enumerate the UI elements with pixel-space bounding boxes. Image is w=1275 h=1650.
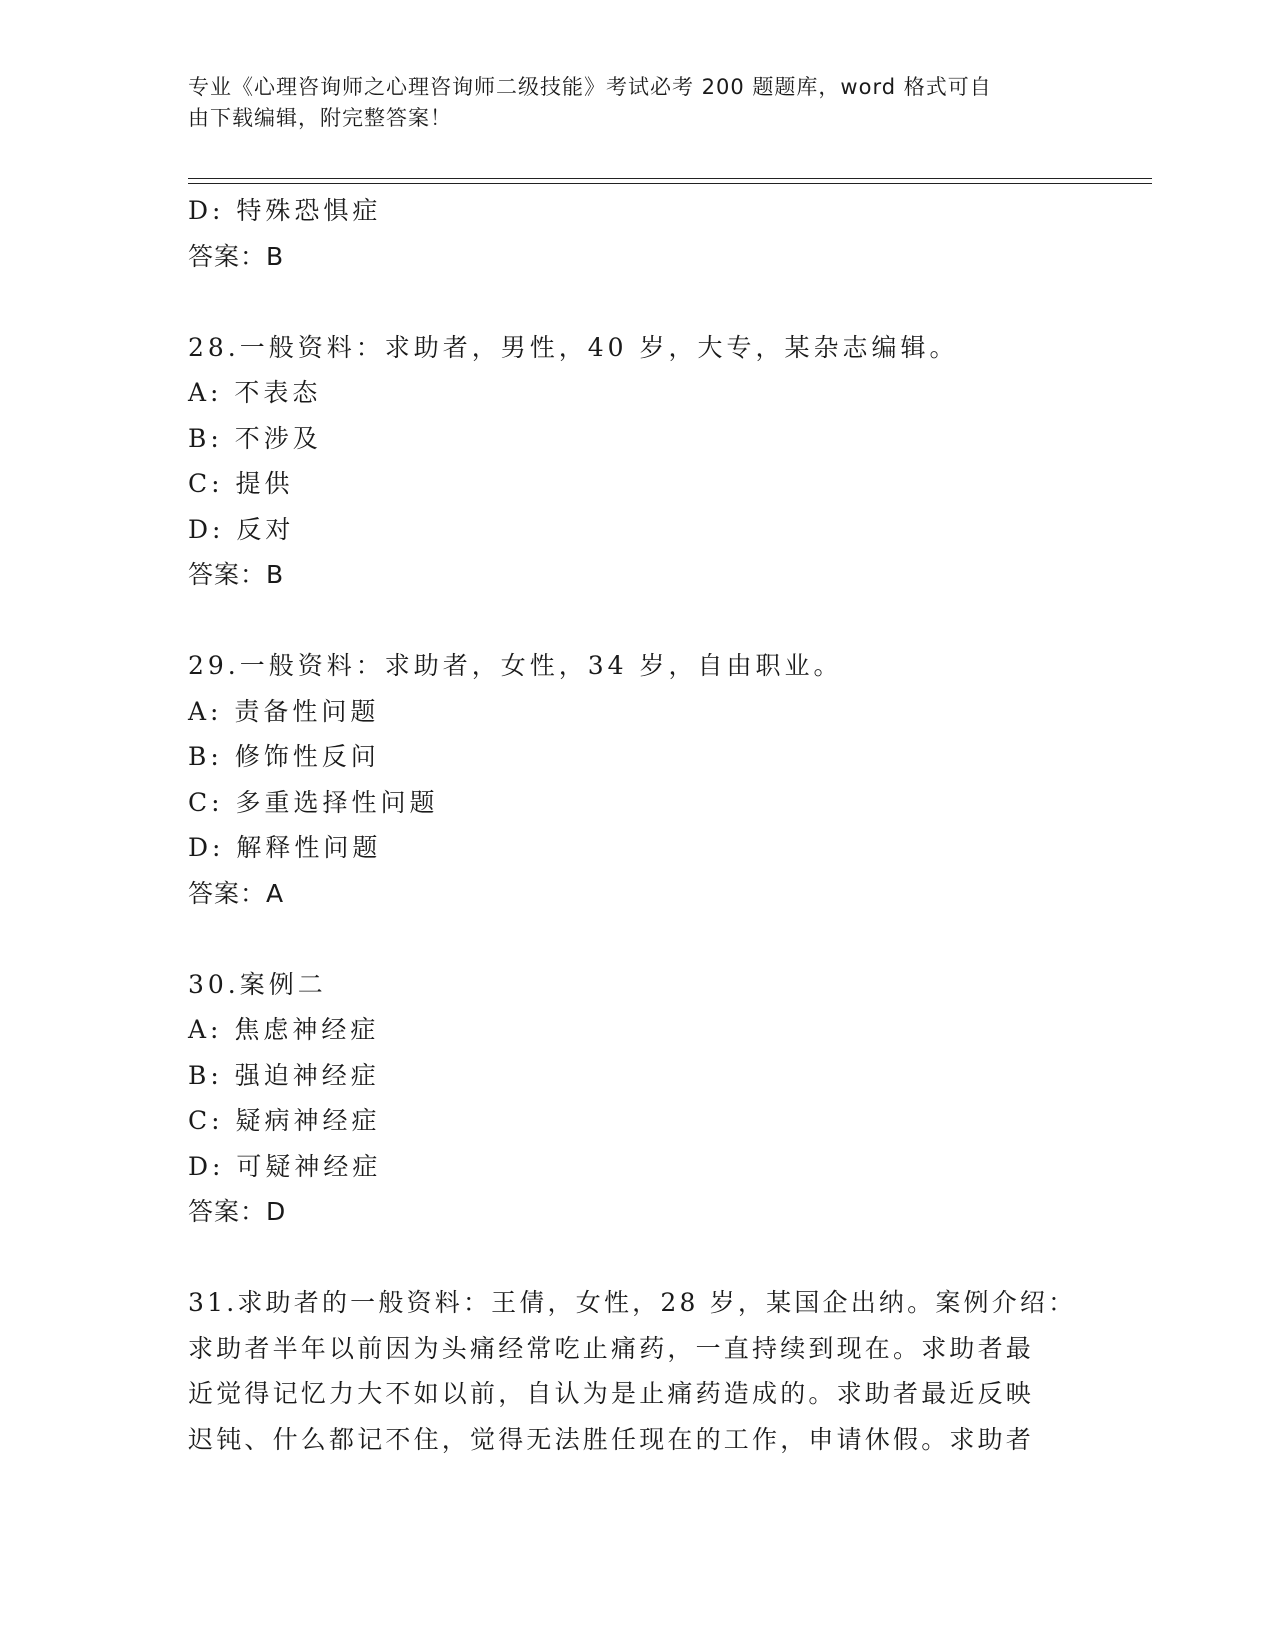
header-divider-top — [188, 178, 1152, 179]
option-c: C: 多重选择性问题 — [188, 787, 439, 817]
question-text-line: 求助者半年以前因为头痛经常吃止痛药，一直持续到现在。求助者最 — [188, 1333, 1035, 1363]
option-c: C: 提供 — [188, 469, 294, 498]
question-block-28 — [188, 325, 1068, 598]
question-text: 29.一般资料：求助者，女性，34 岁，自由职业。 — [188, 651, 843, 680]
answer: 答案：B — [188, 241, 285, 271]
spacer — [188, 279, 1068, 325]
answer: 答案：A — [188, 878, 285, 908]
question-text: 28.一般资料：求助者，男性，40 岁，大专，某杂志编辑。 — [188, 332, 959, 362]
question-block-31 — [188, 1280, 1077, 1462]
answer: 答案：B — [188, 560, 285, 589]
answer: 答案：D — [188, 1197, 287, 1226]
header-line-2: 由下载编辑，附完整答案！ — [188, 106, 452, 130]
spacer — [188, 598, 1068, 644]
option-d: D: 反对 — [188, 514, 295, 544]
document-header — [188, 72, 1068, 134]
spacer — [188, 1235, 1068, 1281]
option-d: D: 特殊恐惧症 — [188, 196, 382, 225]
option-c: C: 疑病神经症 — [188, 1106, 381, 1135]
question-block-prev — [188, 188, 1068, 279]
header-divider-bottom — [188, 183, 1152, 184]
option-b: B: 不涉及 — [188, 423, 322, 453]
option-b: B: 强迫神经症 — [188, 1060, 380, 1090]
question-text: 30.案例二 — [188, 969, 327, 999]
question-text-line: 近觉得记忆力大不如以前，自认为是止痛药造成的。求助者最近反映 — [188, 1379, 1035, 1408]
question-block-29 — [188, 643, 1068, 916]
option-a: A: 焦虑神经症 — [188, 1015, 380, 1044]
question-text-line: 迟钝、什么都记不住，觉得无法胜任现在的工作，申请休假。求助者 — [188, 1424, 1035, 1454]
option-a: A: 不表态 — [188, 378, 322, 407]
spacer — [188, 916, 1068, 962]
question-text-line: 31.求助者的一般资料：王倩，女性，28 岁，某国企出纳。案例介绍： — [188, 1288, 1077, 1317]
option-d: D: 解释性问题 — [188, 833, 382, 862]
option-a: A: 责备性问题 — [188, 696, 380, 726]
document-body — [188, 188, 1077, 1462]
question-block-30 — [188, 962, 1068, 1235]
option-b: B: 修饰性反问 — [188, 742, 380, 771]
option-d: D: 可疑神经症 — [188, 1151, 382, 1181]
header-line-1: 专业《心理咨询师之心理咨询师二级技能》考试必考 200 题题库，word 格式可自 — [188, 75, 992, 99]
